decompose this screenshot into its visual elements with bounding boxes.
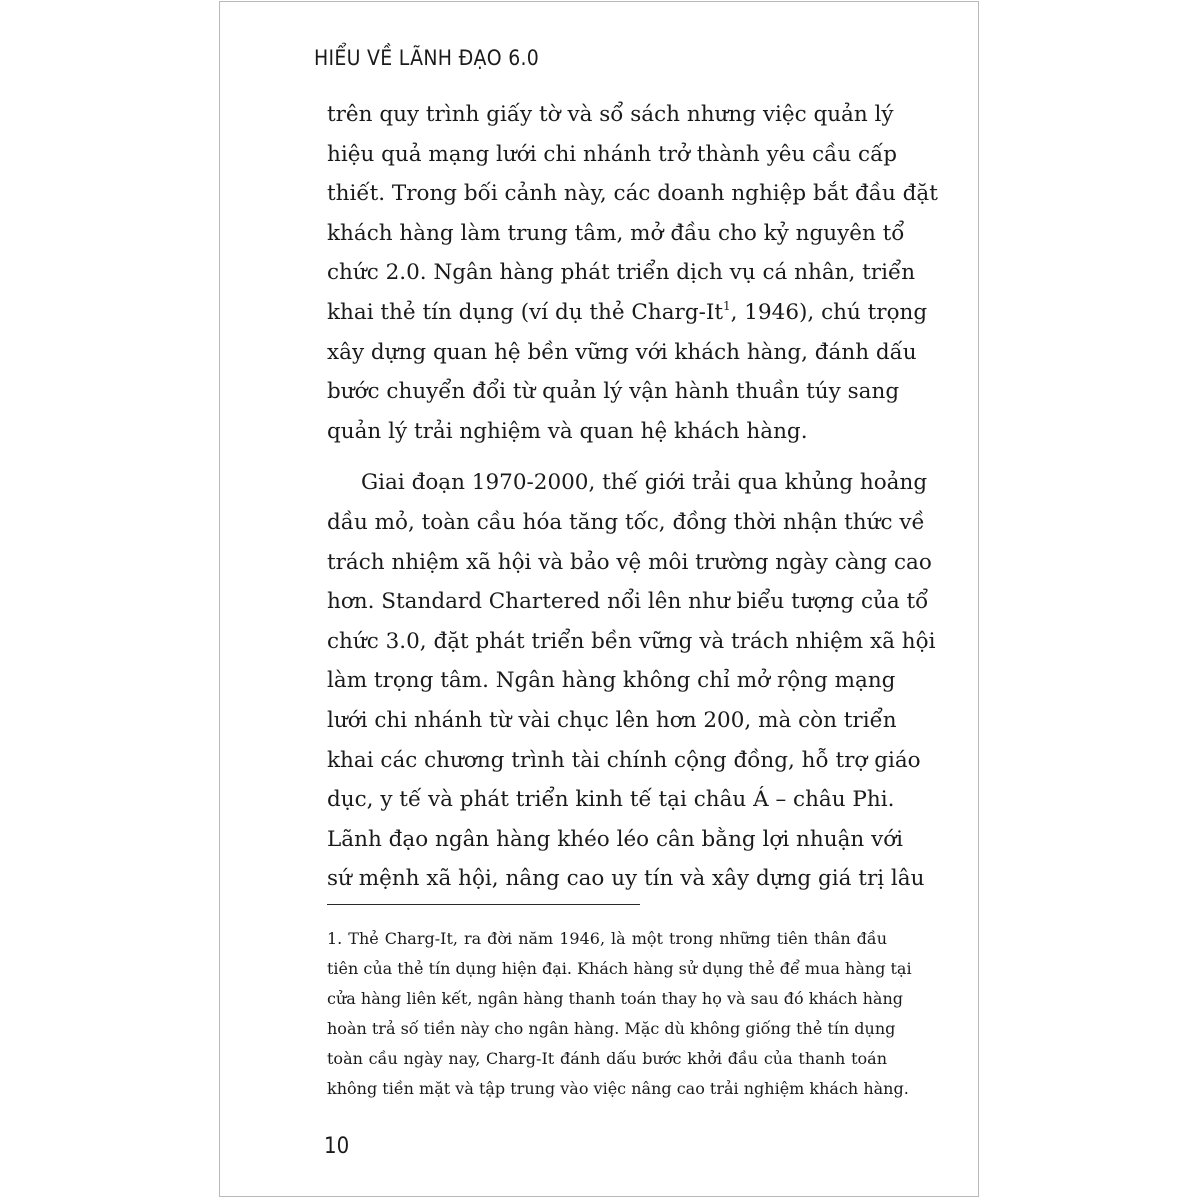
text-line: quản lý trải nghiệm và quan hệ khách hàng. bbox=[327, 418, 808, 444]
footnote-reference[interactable]: 1 bbox=[723, 298, 731, 313]
page-number: 10 bbox=[324, 1134, 350, 1159]
main-text bbox=[327, 95, 938, 899]
text-line: sứ mệnh xã hội, nâng cao uy tín và xây dựng giá trị lâu bbox=[327, 866, 925, 892]
footnote-line: tiên của thẻ tín dụng hiện đại. Khách hàng sử dụng thẻ để mua hàng tại bbox=[327, 959, 912, 978]
text-line: chức 2.0. Ngân hàng phát triển dịch vụ cá nhân, triển bbox=[327, 260, 916, 286]
footnote bbox=[327, 924, 912, 1104]
text-line-with-footnote-ref bbox=[327, 293, 928, 333]
text-line: lưới chi nhánh từ vài chục lên hơn 200, mà còn triển bbox=[327, 707, 897, 733]
text-line: hiệu quả mạng lưới chi nhánh trở thành yêu cầu cấp bbox=[327, 141, 898, 167]
footnote-line: 1. Thẻ Charg-It, ra đời năm 1946, là một trong những tiên thân đầu bbox=[327, 929, 887, 948]
footnote-line: không tiền mặt và tập trung vào việc nâng cao trải nghiệm khách hàng. bbox=[327, 1079, 909, 1098]
paragraph-spacer bbox=[327, 451, 887, 463]
text-line: khách hàng làm trung tâm, mở đầu cho kỷ nguyên tổ bbox=[327, 220, 905, 246]
footnote-line: toàn cầu ngày nay, Charg-It đánh dấu bước khởi đầu của thanh toán bbox=[327, 1049, 887, 1068]
text-line: bước chuyển đổi từ quản lý vận hành thuần túy sang bbox=[327, 379, 900, 405]
text-line: Giai đoạn 1970-2000, thế giới trải qua khủng hoảng bbox=[361, 470, 928, 496]
text-line: xây dựng quan hệ bền vững với khách hàng, đánh dấu bbox=[327, 339, 917, 365]
paragraph-2 bbox=[327, 463, 936, 899]
text-line: hơn. Standard Chartered nổi lên như biểu tượng của tổ bbox=[327, 589, 929, 615]
text-line: chức 3.0, đặt phát triển bền vững và trách nhiệm xã hội bbox=[327, 628, 936, 654]
text-segment: khai thẻ tín dụng (ví dụ thẻ Charg-It bbox=[327, 299, 723, 325]
text-line: dục, y tế và phát triển kinh tế tại châu Á – châu Phi. bbox=[327, 787, 895, 813]
text-line: dầu mỏ, toàn cầu hóa tăng tốc, đồng thời nhận thức về bbox=[327, 509, 925, 535]
book-page bbox=[219, 1, 979, 1197]
footnote-line: cửa hàng liên kết, ngân hàng thanh toán thay họ và sau đó khách hàng bbox=[327, 989, 903, 1008]
text-segment: , 1946), chú trọng bbox=[730, 299, 928, 325]
footnote-divider bbox=[327, 904, 640, 905]
text-line: làm trọng tâm. Ngân hàng không chỉ mở rộng mạng bbox=[327, 668, 896, 694]
text-line: trên quy trình giấy tờ và sổ sách nhưng việc quản lý bbox=[327, 102, 894, 127]
running-header-title: HIỂU VỀ LÃNH ĐẠO 6.0 bbox=[314, 46, 540, 70]
text-line: Lãnh đạo ngân hàng khéo léo cân bằng lợi nhuận với bbox=[327, 826, 904, 852]
paragraph-1 bbox=[327, 95, 938, 451]
text-line: trách nhiệm xã hội và bảo vệ môi trường ngày càng cao bbox=[327, 549, 932, 575]
footnote-line: hoàn trả số tiền này cho ngân hàng. Mặc dù không giống thẻ tín dụng bbox=[327, 1019, 896, 1038]
text-line: thiết. Trong bối cảnh này, các doanh nghiệp bắt đầu đặt bbox=[327, 181, 938, 207]
text-line: khai các chương trình tài chính cộng đồng, hỗ trợ giáo bbox=[327, 747, 921, 773]
